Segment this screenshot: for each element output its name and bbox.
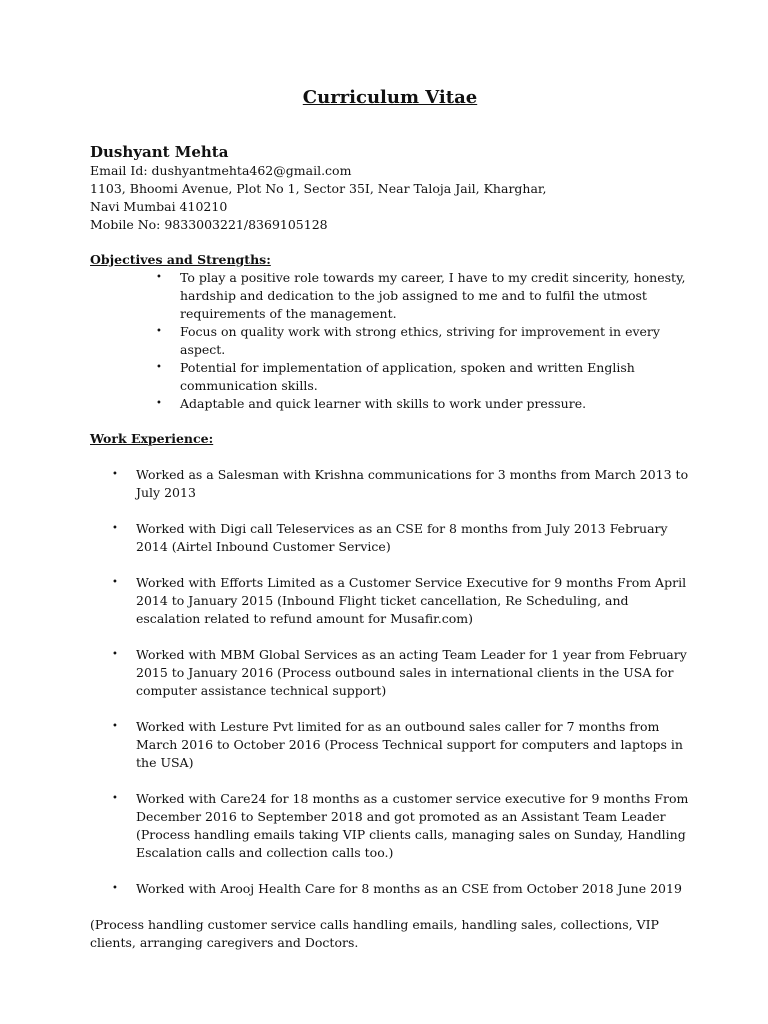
list-item [112,520,690,556]
list-item [112,718,690,772]
document-title: Curriculum Vitae [302,87,478,108]
bullet-icon: • [112,577,118,588]
objectives-heading: Objectives and Strengths: [90,252,271,267]
work-closing-note: (Process handling customer service calls handling emails, handling sales, collections, VIP clients, arranging caregivers and Doctors. [90,917,659,950]
candidate-name: Dushyant Mehta [90,143,229,161]
list-item [112,790,690,862]
objective-text: Adaptable and quick learner with skills to work under pressure. [180,396,587,411]
work-text: Worked with Lesture Pvt limited for as an outbound sales caller for 7 months from March 2016 to October 2016 (Process Technical support for computers and laptops in the USA) [136,719,683,770]
list-item [112,880,690,898]
objective-text: Focus on quality work with strong ethics, striving for improvement in every aspect. [180,324,660,357]
work-experience-heading: Work Experience: [90,431,214,446]
work-text: Worked as a Salesman with Krishna communications for 3 months from March 2013 to July 2013 [136,467,689,500]
list-item [112,466,690,502]
bullet-icon: • [112,721,118,732]
work-text: Worked with Digi call Teleservices as an CSE for 8 months from July 2013 February 2014 (Airtel Inbound Customer Service) [136,521,668,554]
email-line: Email Id: dushyantmehta462@gmail.com [90,163,352,178]
objectives-list [90,269,690,413]
bullet-icon: • [112,469,118,480]
list-item [156,269,690,323]
bullet-icon: • [112,649,118,660]
work-text: Worked with Arooj Health Care for 8 months as an CSE from October 2018 June 2019 [136,881,682,896]
objective-text: Potential for implementation of application, spoken and written English communication skills. [180,360,635,393]
list-item [156,359,690,395]
mobile-line: Mobile No: 9833003221/8369105128 [90,217,328,232]
bullet-icon: • [156,326,162,337]
work-text: Worked with Efforts Limited as a Customer Service Executive for 9 months From April 2014 to January 2015 (Inbound Flight ticket cancellation, Re Scheduling, and escalation related to refund amount for Musafir.com) [136,575,687,626]
bullet-icon: • [156,272,162,283]
address-line-1: 1103, Bhoomi Avenue, Plot No 1, Sector 35I, Near Taloja Jail, Kharghar, [90,181,547,196]
list-item [156,395,690,413]
work-text: Worked with Care24 for 18 months as a customer service executive for 9 months From December 2016 to September 2018 and got promoted as an Assistant Team Leader (Process handling emails taking VIP clients calls, managing sales on Sunday, Handling Escalation calls and collection calls too.) [136,791,689,860]
bullet-icon: • [156,398,162,409]
cv-document [90,86,690,952]
bullet-icon: • [112,793,118,804]
list-item [112,646,690,700]
bullet-icon: • [112,883,118,894]
list-item [112,574,690,628]
list-item [156,323,690,359]
address-line-2: Navi Mumbai 410210 [90,199,228,214]
work-text: Worked with MBM Global Services as an acting Team Leader for 1 year from February 2015 to January 2016 (Process outbound sales in international clients in the USA for computer assistance technical support) [136,647,687,698]
objective-text: To play a positive role towards my career, I have to my credit sincerity, honesty, hardship and dedication to the job assigned to me and to fulfil the utmost requirements of the management. [180,270,686,321]
work-experience-list [90,466,690,898]
bullet-icon: • [112,523,118,534]
bullet-icon: • [156,362,162,373]
